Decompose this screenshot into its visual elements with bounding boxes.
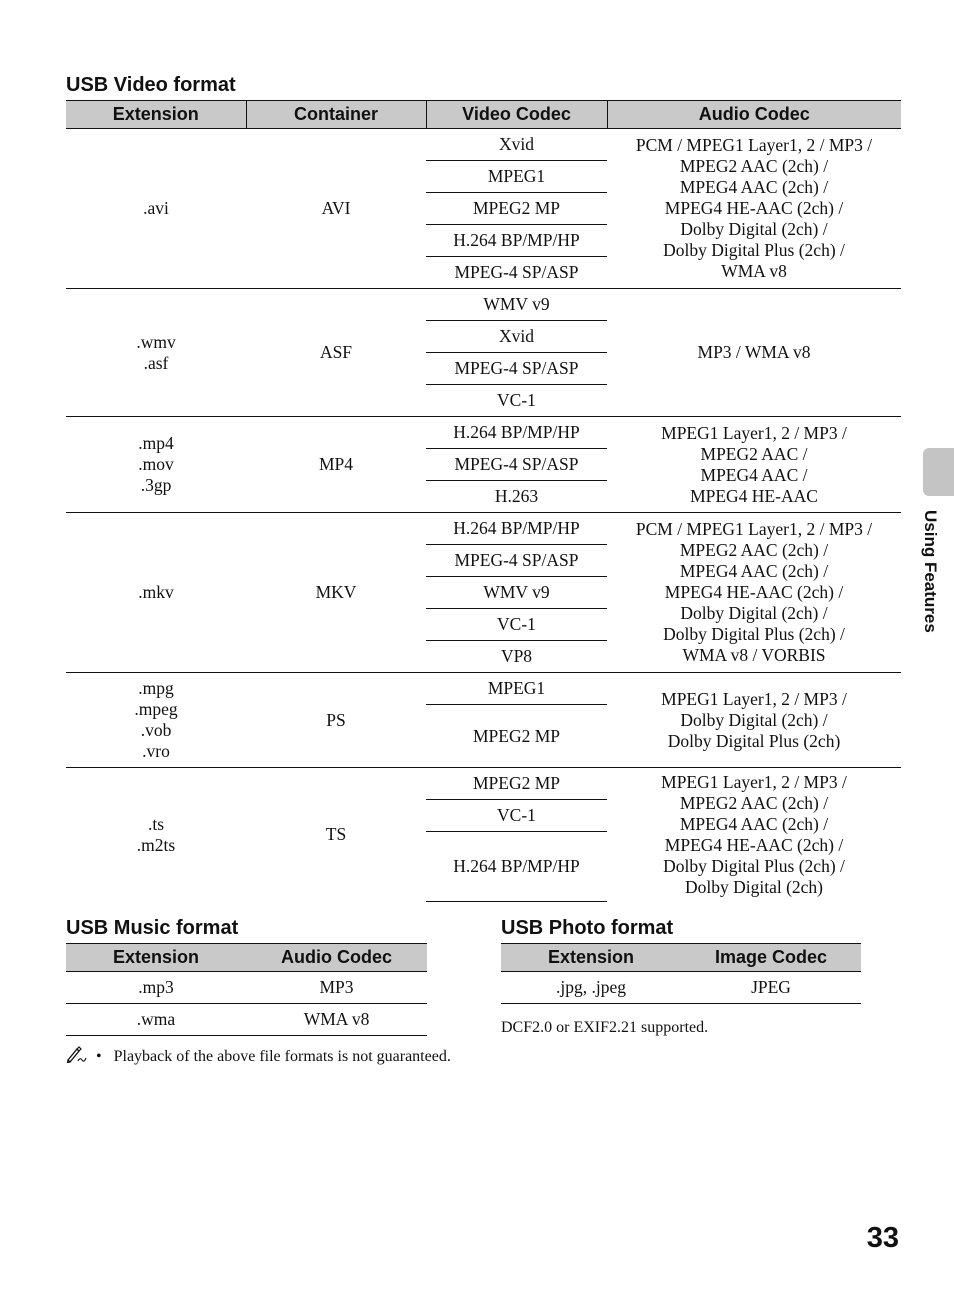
audio-codec-line: MPEG4 AAC (2ch) / — [679, 813, 829, 834]
format-group — [66, 768, 901, 902]
audio-codec-line: Dolby Digital (2ch) / — [680, 709, 828, 730]
audio-codec-line: MPEG1 Layer1, 2 / MP3 / — [661, 771, 847, 792]
footnote — [96, 1047, 451, 1067]
header-container: Container — [246, 101, 426, 129]
audio-codec-line: MPEG2 AAC (2ch) / — [679, 540, 829, 560]
footnote-bullet: • — [96, 1048, 102, 1065]
extension-text: .mov — [138, 454, 174, 474]
audio-codec-line: Dolby Digital Plus (2ch) / — [663, 624, 845, 644]
cell-audio-codec: MP3 — [246, 972, 427, 1004]
header-audio-codec: Audio Codec — [246, 944, 427, 972]
extension-text: .vro — [142, 741, 170, 761]
section-tab — [923, 448, 954, 496]
music-table-header-row — [66, 944, 427, 972]
cell-video-codec: MPEG2 MP — [426, 768, 607, 800]
cell-extension: .wma — [66, 1004, 246, 1036]
cell-extension — [66, 129, 246, 289]
table-row — [501, 972, 861, 1004]
cell-audio-codec — [607, 129, 901, 289]
photo-table-header-row — [501, 944, 861, 972]
audio-codec-line: PCM / MPEG1 Layer1, 2 / MP3 / — [635, 519, 873, 539]
audio-codec-line: MPEG2 AAC (2ch) / — [679, 792, 829, 813]
header-extension: Extension — [66, 101, 246, 129]
audio-codec-line: Dolby Digital Plus (2ch) / — [663, 240, 845, 260]
page-number: 33 — [866, 1222, 899, 1254]
cell-video-codec: MPEG-4 SP/ASP — [426, 545, 607, 577]
cell-video-codec: VP8 — [500, 646, 533, 666]
cell-container: MKV — [246, 513, 426, 673]
format-group — [66, 129, 901, 289]
video-format-table — [66, 100, 901, 902]
header-video-codec: Video Codec — [426, 101, 607, 129]
audio-codec-line: MPEG4 HE-AAC (2ch) / — [664, 198, 844, 218]
cell-video-codec: WMV v9 — [426, 289, 607, 321]
audio-codec-line: MPEG4 AAC (2ch) / — [679, 177, 829, 197]
audio-codec-line: Dolby Digital (2ch) / — [680, 603, 828, 623]
cell-video-codec: VC-1 — [426, 800, 607, 832]
cell-extension: .jpg, .jpeg — [501, 972, 681, 1004]
photo-format-title: USB Photo format — [501, 917, 674, 939]
audio-codec-line: MPEG1 Layer1, 2 / MP3 / — [661, 688, 847, 709]
music-format-table — [66, 943, 427, 1036]
extension-text: .ts — [147, 813, 165, 834]
cell-video-codec: MPEG1 — [426, 673, 607, 705]
cell-extension — [66, 768, 246, 902]
audio-codec-line: MPEG4 HE-AAC (2ch) / — [664, 582, 844, 602]
extension-text: .avi — [143, 198, 169, 218]
cell-extension — [66, 417, 246, 513]
extension-text: .mpg — [138, 678, 174, 698]
audio-codec-line: WMA v8 — [721, 261, 787, 281]
extension-text: .asf — [143, 352, 169, 373]
cell-image-codec: JPEG — [681, 972, 861, 1004]
extension-text: .vob — [140, 720, 172, 740]
cell-audio-codec — [607, 768, 901, 902]
extension-text: .3gp — [140, 475, 172, 495]
cell-audio-codec — [607, 673, 901, 768]
cell-extension — [66, 289, 246, 417]
audio-codec-line: MPEG4 AAC (2ch) / — [679, 561, 829, 581]
audio-codec-line: WMA v8 / VORBIS — [682, 645, 826, 665]
extension-text: .mp4 — [138, 433, 174, 453]
cell-video-codec: MPEG-4 SP/ASP — [426, 353, 607, 385]
footnote-text: Playback of the above file formats is not guaranteed. — [113, 1048, 451, 1065]
cell-video-codec: WMV v9 — [426, 577, 607, 609]
audio-codec-line: Dolby Digital (2ch) / — [680, 219, 828, 239]
table-row — [66, 673, 901, 705]
table-row — [66, 972, 427, 1004]
audio-codec-line: PCM / MPEG1 Layer1, 2 / MP3 / — [635, 135, 873, 155]
cell-video-codec: VC-1 — [426, 609, 607, 641]
cell-container: ASF — [246, 289, 426, 417]
header-image-codec: Image Codec — [681, 944, 861, 972]
cell-video-codec: MPEG-4 SP/ASP — [426, 449, 607, 481]
format-group — [66, 513, 901, 673]
cell-video-codec: H.264 BP/MP/HP — [426, 417, 607, 449]
audio-codec-line: Dolby Digital (2ch) — [684, 876, 824, 897]
header-extension: Extension — [501, 944, 681, 972]
cell-container: MP4 — [246, 417, 426, 513]
cell-container: AVI — [246, 129, 426, 289]
cell-audio-codec: WMA v8 — [246, 1004, 427, 1036]
cell-extension: .mp3 — [66, 972, 246, 1004]
cell-video-codec: VC-1 — [497, 390, 536, 410]
cell-audio-codec — [607, 513, 901, 673]
audio-codec-line: MPEG4 AAC / — [700, 464, 808, 485]
format-group — [66, 673, 901, 768]
cell-video-codec: MPEG-4 SP/ASP — [454, 262, 579, 282]
table-row — [66, 417, 901, 449]
audio-codec-line: MPEG4 HE-AAC (2ch) / — [664, 834, 844, 855]
table-row — [66, 513, 901, 545]
memo-pencil-icon — [66, 1045, 88, 1063]
cell-video-codec: MPEG1 — [426, 161, 607, 193]
photo-format-table — [501, 943, 861, 1004]
extension-text: .m2ts — [136, 834, 176, 855]
audio-codec-line: MP3 / WMA v8 — [697, 342, 811, 362]
video-format-title: USB Video format — [66, 74, 236, 96]
cell-extension — [66, 513, 246, 673]
cell-video-codec: H.264 BP/MP/HP — [426, 832, 607, 902]
music-format-title: USB Music format — [66, 917, 239, 939]
table-row — [66, 129, 901, 161]
header-extension: Extension — [66, 944, 246, 972]
audio-codec-line: MPEG4 HE-AAC — [690, 485, 818, 506]
audio-codec-line: Dolby Digital Plus (2ch) — [667, 730, 841, 751]
cell-container: TS — [246, 768, 426, 902]
section-tab-label: Using Features — [921, 510, 940, 633]
cell-video-codec: MPEG2 MP — [472, 725, 561, 746]
cell-container: PS — [246, 673, 426, 768]
video-table-header-row — [66, 101, 901, 129]
audio-codec-line: MPEG2 AAC / — [700, 443, 808, 464]
cell-extension — [66, 673, 246, 768]
cell-audio-codec — [607, 289, 901, 417]
extension-text: .mkv — [138, 582, 174, 602]
table-row — [66, 289, 901, 321]
cell-video-codec: H.263 — [494, 486, 539, 506]
header-audio-codec: Audio Codec — [607, 101, 901, 129]
format-group — [66, 417, 901, 513]
cell-video-codec: Xvid — [426, 321, 607, 353]
audio-codec-line: Dolby Digital Plus (2ch) / — [663, 855, 845, 876]
audio-codec-line: MPEG2 AAC (2ch) / — [679, 156, 829, 176]
format-group — [66, 289, 901, 417]
cell-video-codec: MPEG2 MP — [426, 193, 607, 225]
table-row — [66, 768, 901, 800]
photo-support-note: DCF2.0 or EXIF2.21 supported. — [501, 1019, 709, 1036]
audio-codec-line: MPEG1 Layer1, 2 / MP3 / — [661, 422, 847, 443]
extension-text: .mpeg — [134, 699, 178, 719]
cell-video-codec: H.264 BP/MP/HP — [426, 513, 607, 545]
extension-text: .wmv — [136, 331, 176, 352]
table-row — [66, 1004, 427, 1036]
cell-video-codec: H.264 BP/MP/HP — [426, 225, 607, 257]
cell-audio-codec — [607, 417, 901, 513]
cell-video-codec: Xvid — [426, 129, 607, 161]
